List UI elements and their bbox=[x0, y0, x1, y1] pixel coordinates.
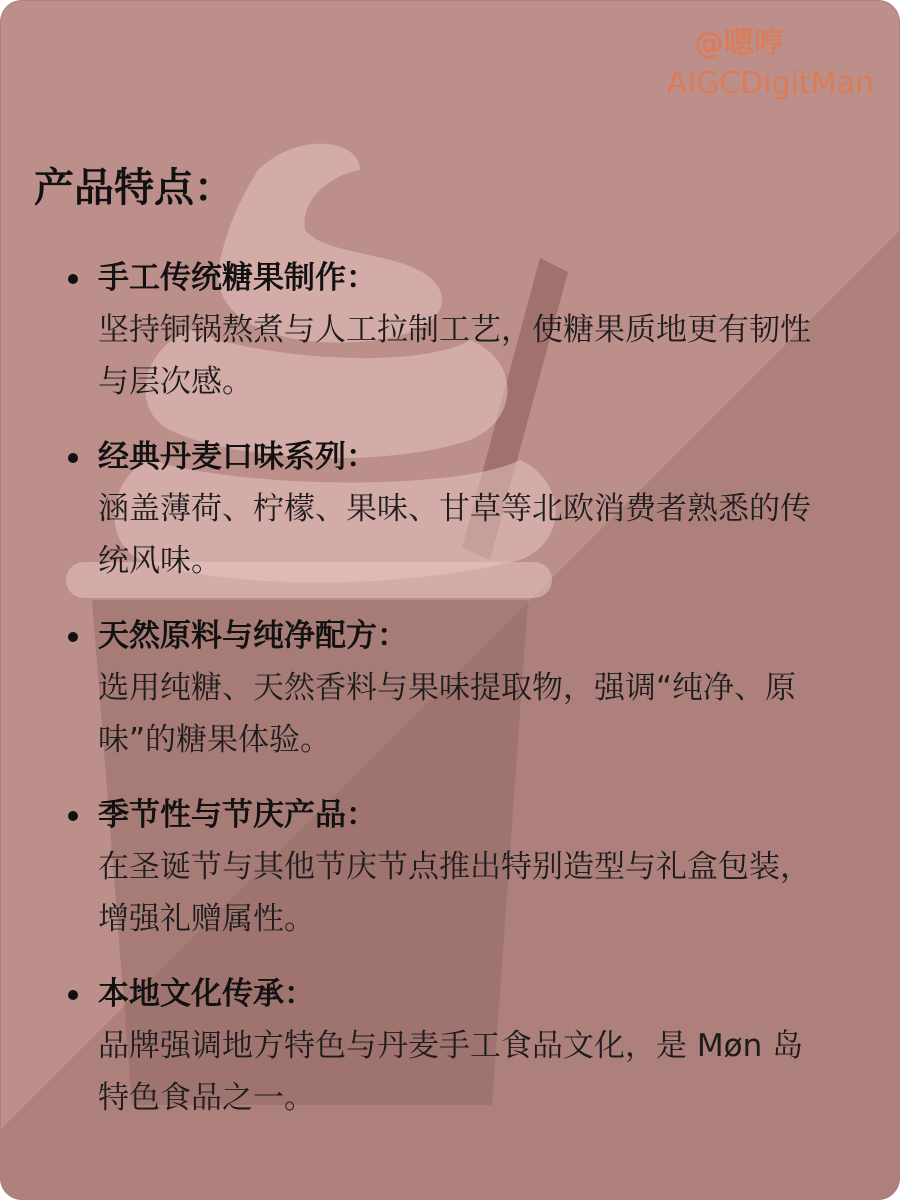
feature-title: 天然原料与纯净配方： bbox=[98, 618, 408, 654]
list-item bbox=[68, 968, 828, 1124]
page-title: 产品特点： bbox=[34, 165, 234, 211]
feature-description: 在圣诞节与其他节庆节点推出特别造型与礼盒包装，增强礼赠属性。 bbox=[98, 849, 811, 937]
watermark bbox=[667, 24, 874, 104]
feature-description: 选用纯糖、天然香料与果味提取物，强调“纯净、原味”的糖果体验。 bbox=[98, 670, 797, 758]
feature-title: 本地文化传承： bbox=[98, 976, 315, 1012]
bullet-icon bbox=[68, 632, 78, 642]
bullet-icon bbox=[68, 274, 78, 284]
feature-description: 涵盖薄荷、柠檬、果味、甘草等北欧消费者熟悉的传统风味。 bbox=[98, 491, 811, 579]
feature-description: 坚持铜锅熬煮与人工拉制工艺，使糖果质地更有韧性与层次感。 bbox=[98, 312, 811, 400]
feature-description: 品牌强调地方特色与丹麦手工食品文化，是 Møn 岛特色食品之一。 bbox=[98, 1028, 804, 1116]
feature-title: 季节性与节庆产品： bbox=[98, 797, 377, 833]
feature-title: 经典丹麦口味系列： bbox=[98, 439, 377, 475]
bullet-icon bbox=[68, 990, 78, 1000]
bullet-icon bbox=[68, 811, 78, 821]
watermark-handle: @嗯哼 bbox=[694, 26, 784, 61]
list-item bbox=[68, 431, 828, 587]
feature-list bbox=[68, 252, 828, 1147]
list-item bbox=[68, 252, 828, 408]
bullet-icon bbox=[68, 453, 78, 463]
watermark-name: AIGCDigitMan bbox=[666, 66, 874, 101]
list-item bbox=[68, 789, 828, 945]
list-item bbox=[68, 610, 828, 766]
feature-title: 手工传统糖果制作： bbox=[98, 260, 377, 296]
